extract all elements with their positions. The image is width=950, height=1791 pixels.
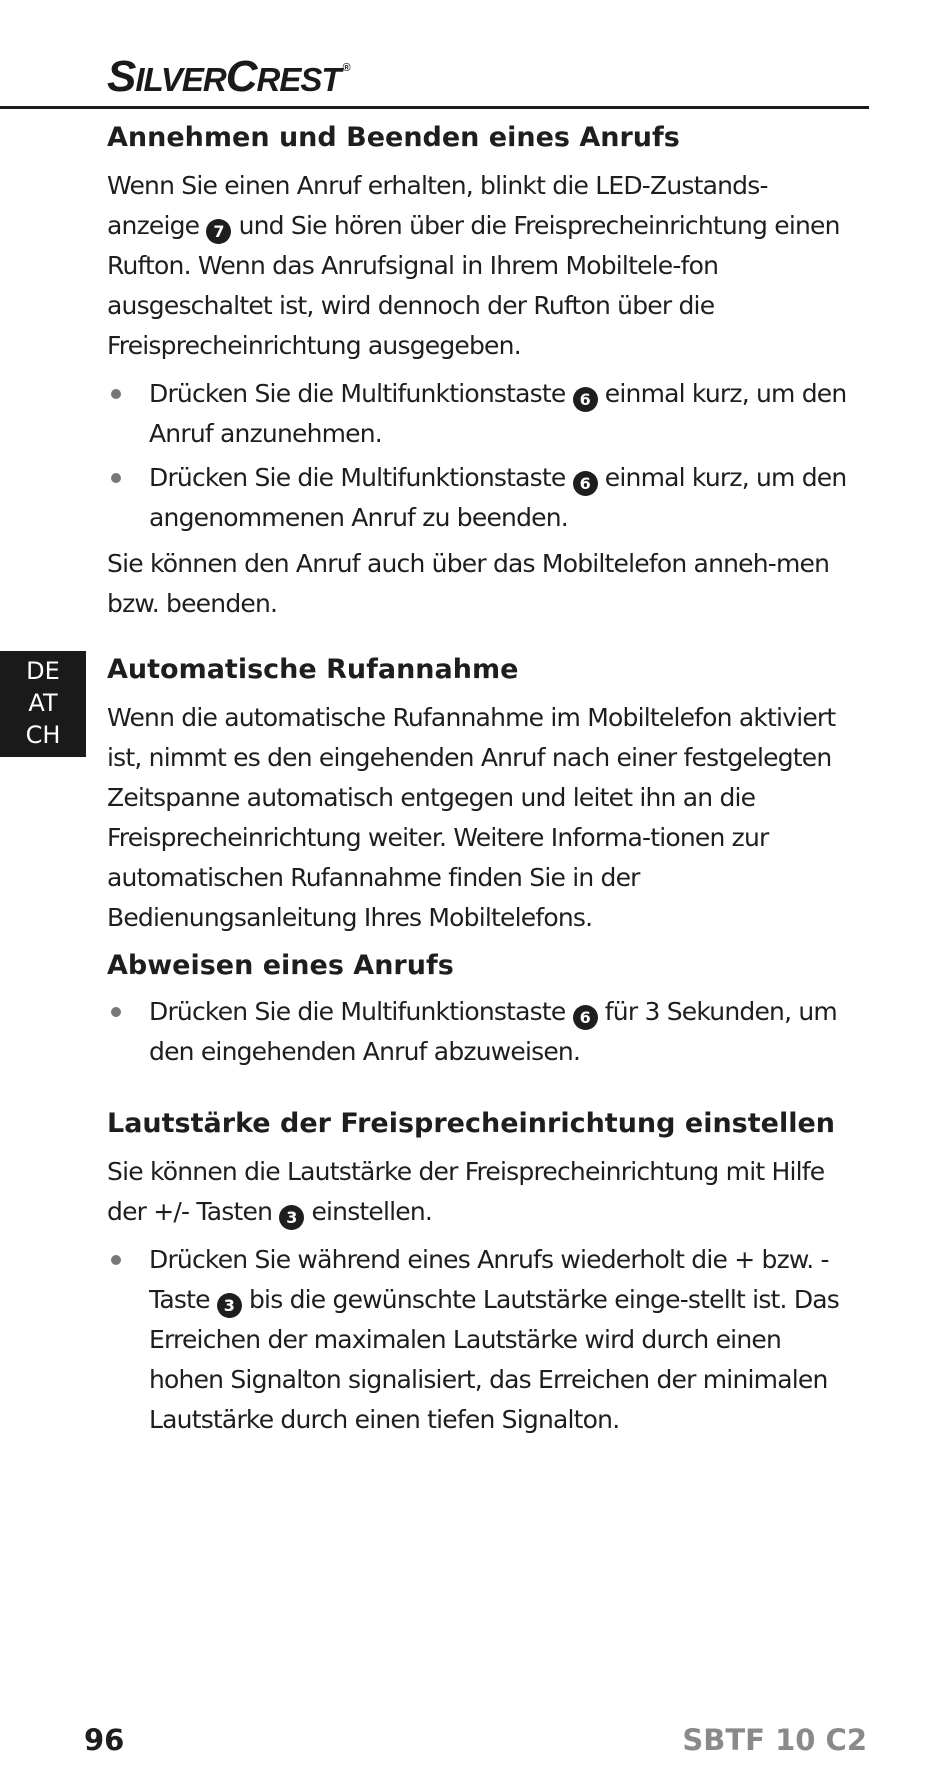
registered-mark: ® bbox=[342, 62, 350, 74]
reference-number-icon: 3 bbox=[217, 1293, 242, 1318]
paragraph bbox=[107, 1152, 847, 1232]
paragraph bbox=[107, 166, 847, 366]
text: Drücken Sie die Multifunktionstaste bbox=[149, 463, 566, 492]
logo-letter: S bbox=[107, 52, 136, 101]
reference-number-icon: 6 bbox=[573, 387, 598, 412]
text: Drücken Sie die Multifunktionstaste bbox=[149, 997, 566, 1026]
header-rule bbox=[0, 106, 869, 109]
brand-logo bbox=[107, 52, 350, 102]
logo-letter: C bbox=[225, 52, 257, 101]
section-heading: Annehmen und Beenden eines Anrufs bbox=[107, 122, 680, 153]
logo-text: REST bbox=[256, 61, 341, 98]
logo-text: ILVER bbox=[135, 61, 226, 98]
text: Sie können die Lautstärke der Freisprecheinrichtung mit Hilfe der +/- Tasten bbox=[107, 1157, 825, 1226]
bullet-list bbox=[107, 374, 847, 538]
model-number: SBTF 10 C2 bbox=[682, 1723, 867, 1757]
text: einmal kurz, um den angenommenen Anruf zu beenden. bbox=[149, 463, 847, 532]
text: für 3 Sekunden, um den eingehenden Anruf abzuweisen. bbox=[149, 997, 837, 1066]
lang-de: DE bbox=[26, 657, 60, 685]
page-number: 96 bbox=[84, 1723, 125, 1757]
reference-number-icon: 7 bbox=[206, 219, 231, 244]
section-heading: Lautstärke der Freisprecheinrichtung einstellen bbox=[107, 1108, 835, 1139]
text: einstellen. bbox=[311, 1197, 433, 1226]
paragraph: Wenn die automatische Rufannahme im Mobiltelefon aktiviert ist, nimmt es den eingehenden Anruf nach einer festgelegten Zeitspanne automatisch entgegen und leitet ihn an die Freisprecheinrichtung weiter. Weitere Informa-tionen zur automatischen Rufannahme finden Sie in der Bedienungsanleitung Ihres Mobiltelefons. bbox=[107, 703, 836, 932]
text: Drücken Sie die Multifunktionstaste bbox=[149, 379, 566, 408]
text: Drücken Sie während eines Anrufs wiederholt die + bzw. - Taste bbox=[149, 1245, 829, 1314]
list-item bbox=[107, 458, 847, 538]
section-heading: Automatische Rufannahme bbox=[107, 654, 519, 685]
lang-ch: CH bbox=[25, 721, 61, 749]
lang-at: AT bbox=[28, 689, 58, 717]
text: bis die gewünschte Lautstärke einge-stellt ist. Das Erreichen der maximalen Lautstärke wird durch einen hohen Signalton signalisiert, das Erreichen der minimalen Lautstärke durch einen tiefen Signalton. bbox=[149, 1285, 840, 1434]
reference-number-icon: 6 bbox=[573, 1005, 598, 1030]
bullet-list bbox=[107, 992, 847, 1072]
text: einmal kurz, um den Anruf anzunehmen. bbox=[149, 379, 847, 448]
list-item bbox=[107, 1240, 847, 1440]
text: Wenn Sie einen Anruf erhalten, blinkt die LED-Zustands-anzeige bbox=[107, 171, 768, 240]
text: und Sie hören über die Freisprecheinrichtung einen Rufton. Wenn das Anrufsignal in Ihrem Mobiltele-fon ausgeschaltet ist, wird dennoch der Rufton über die Freisprecheinrichtung ausgegeben. bbox=[107, 211, 840, 360]
page-content bbox=[107, 116, 847, 1440]
bullet-list bbox=[107, 1240, 847, 1440]
list-item bbox=[107, 374, 847, 454]
language-tab bbox=[0, 651, 86, 757]
section-heading: Abweisen eines Anrufs bbox=[107, 950, 454, 981]
reference-number-icon: 3 bbox=[279, 1205, 304, 1230]
paragraph: Sie können den Anruf auch über das Mobiltelefon anneh-men bzw. beenden. bbox=[107, 549, 830, 618]
list-item bbox=[107, 992, 847, 1072]
reference-number-icon: 6 bbox=[573, 471, 598, 496]
